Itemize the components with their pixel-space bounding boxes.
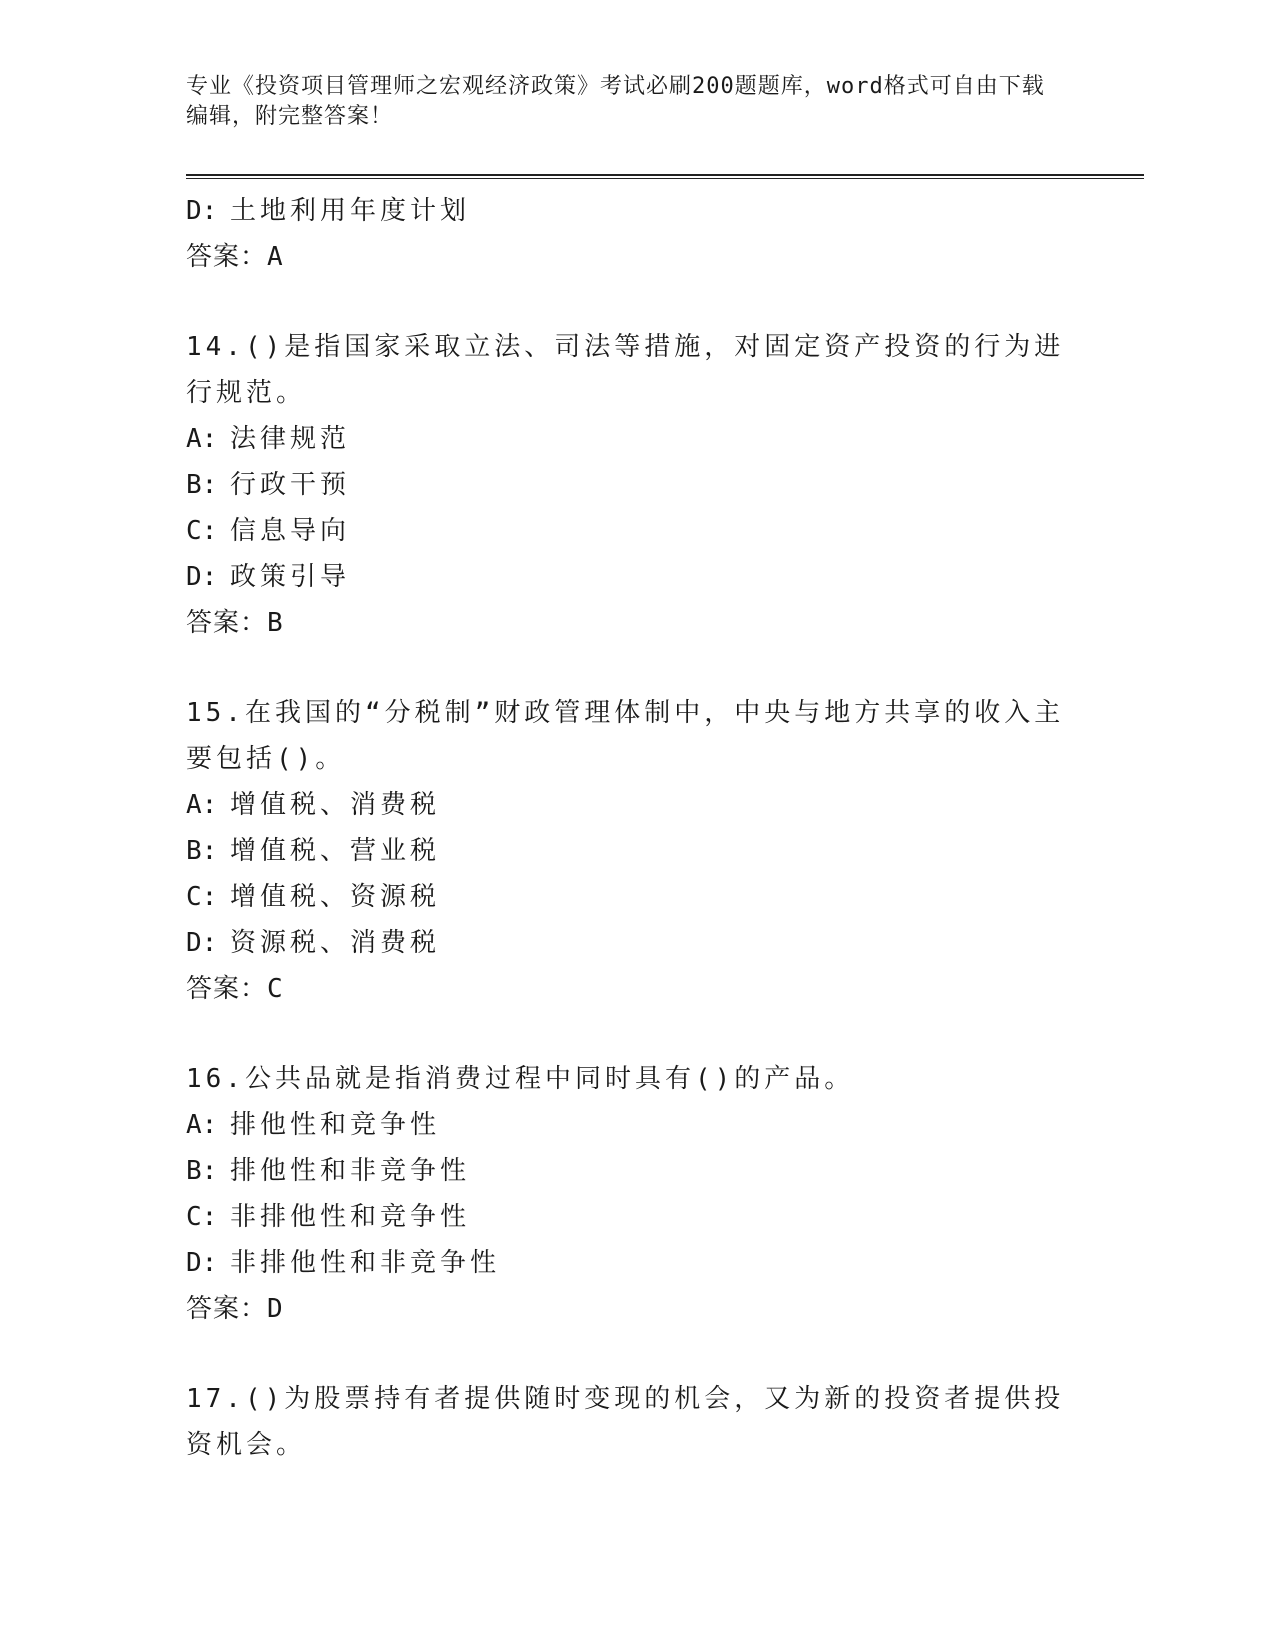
question-16-answer xyxy=(186,1286,1076,1332)
option-text: 增值税、资源税 xyxy=(230,882,441,912)
question-14-option-c xyxy=(186,508,1076,554)
option-key: C: xyxy=(186,1202,218,1232)
option-text: 资源税、消费税 xyxy=(230,928,441,958)
option-text: 土地利用年度计划 xyxy=(230,196,471,226)
question-text: ()是指国家采取立法、司法等措施，对固定资产投资的行为进行规范。 xyxy=(186,332,1065,408)
question-14-stem xyxy=(186,324,1066,416)
question-16-option-b xyxy=(186,1148,1076,1194)
option-key: A: xyxy=(186,790,218,820)
option-d-prev xyxy=(186,188,1076,234)
answer-label: 答案： xyxy=(186,608,268,638)
answer-label: 答案： xyxy=(186,974,268,1004)
option-text: 排他性和竞争性 xyxy=(230,1110,441,1140)
question-16-option-c xyxy=(186,1194,1076,1240)
option-key: B: xyxy=(186,1156,218,1186)
question-16-option-a xyxy=(186,1102,1076,1148)
option-text: 信息导向 xyxy=(230,516,351,546)
question-14-option-a xyxy=(186,416,1076,462)
question-14-option-b xyxy=(186,462,1076,508)
answer-label: 答案： xyxy=(186,242,268,272)
header-divider xyxy=(186,174,1144,179)
option-text: 非排他性和竞争性 xyxy=(230,1202,471,1232)
answer-value: C xyxy=(267,974,284,1004)
question-list xyxy=(186,188,1076,1468)
question-15-option-b xyxy=(186,828,1076,874)
answer-value: D xyxy=(267,1294,284,1324)
answer-value: B xyxy=(267,608,284,638)
header-text: 专业《投资项目管理师之宏观经济政策》考试必刷200题题库，word格式可自由下载编辑，附完整答案！ xyxy=(186,74,1045,129)
question-15-option-c xyxy=(186,874,1076,920)
option-key: D: xyxy=(186,562,218,592)
option-key: C: xyxy=(186,882,218,912)
option-text: 法律规范 xyxy=(230,424,351,454)
question-number: 15. xyxy=(186,698,245,728)
option-key: C: xyxy=(186,516,218,546)
question-16-stem xyxy=(186,1056,1066,1102)
question-14-answer xyxy=(186,600,1076,646)
question-text: 在我国的“分税制”财政管理体制中，中央与地方共享的收入主要包括()。 xyxy=(186,698,1065,774)
option-text: 非排他性和非竞争性 xyxy=(230,1248,501,1278)
answer-prev xyxy=(186,234,1076,280)
question-number: 14. xyxy=(186,332,245,362)
question-15-option-a xyxy=(186,782,1076,828)
question-text: 公共品就是指消费过程中同时具有()的产品。 xyxy=(244,1064,855,1094)
option-key: B: xyxy=(186,836,218,866)
option-text: 行政干预 xyxy=(230,470,351,500)
option-key: B: xyxy=(186,470,218,500)
option-text: 增值税、消费税 xyxy=(230,790,441,820)
option-key: A: xyxy=(186,1110,218,1140)
option-key: A: xyxy=(186,424,218,454)
option-text: 排他性和非竞争性 xyxy=(230,1156,471,1186)
question-16-option-d xyxy=(186,1240,1076,1286)
question-number: 16. xyxy=(186,1064,245,1094)
question-text: ()为股票持有者提供随时变现的机会，又为新的投资者提供投资机会。 xyxy=(186,1384,1065,1460)
answer-label: 答案： xyxy=(186,1294,268,1324)
option-key: D: xyxy=(186,196,218,226)
question-14-option-d xyxy=(186,554,1076,600)
question-15-option-d xyxy=(186,920,1076,966)
answer-value: A xyxy=(267,242,284,272)
option-key: D: xyxy=(186,1248,218,1278)
question-15-stem xyxy=(186,690,1066,782)
question-number: 17. xyxy=(186,1384,245,1414)
option-key: D: xyxy=(186,928,218,958)
document-header xyxy=(186,72,1066,132)
question-17-stem xyxy=(186,1376,1066,1468)
option-text: 政策引导 xyxy=(230,562,351,592)
question-15-answer xyxy=(186,966,1076,1012)
option-text: 增值税、营业税 xyxy=(230,836,441,866)
